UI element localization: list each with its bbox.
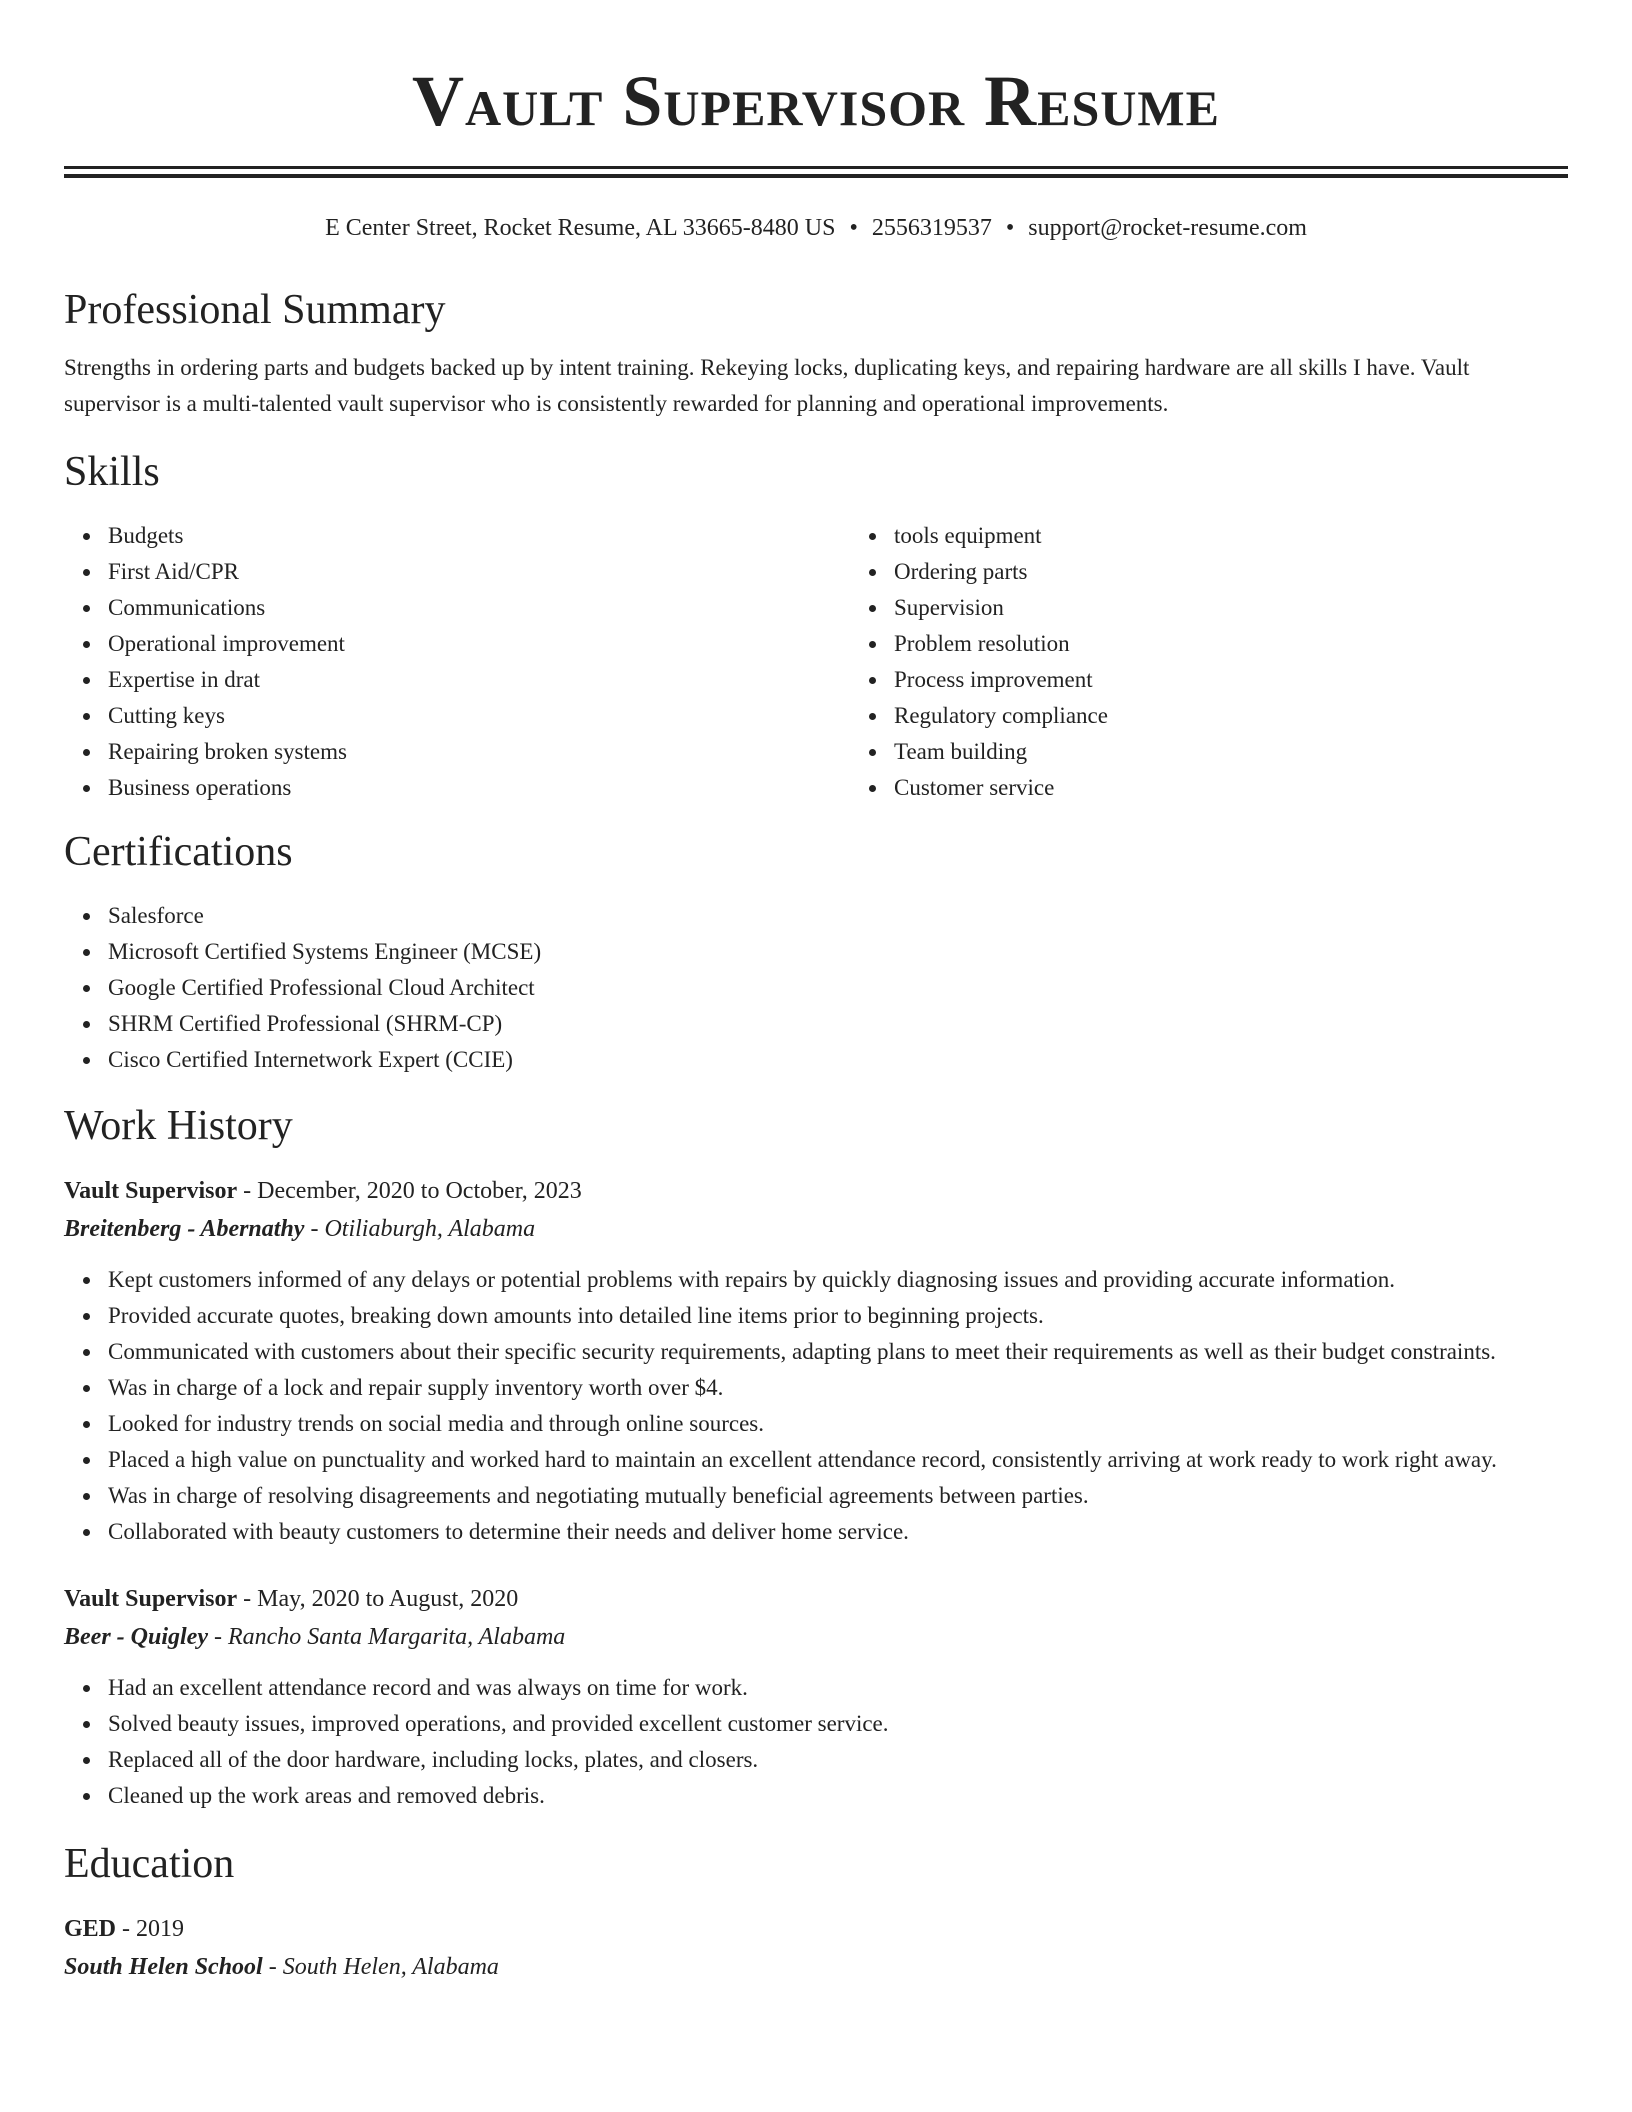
certification-item: Cisco Certified Internetwork Expert (CCIE) <box>108 1042 1568 1078</box>
work-history-heading: Work History <box>64 1103 293 1149</box>
job-duty-item: Solved beauty issues, improved operations, and provided excellent customer service. <box>108 1706 1568 1742</box>
employer-line: Breitenberg - Abernathy - Otiliaburgh, Alabama <box>64 1216 536 1242</box>
job-duty-item: Replaced all of the door hardware, including locks, plates, and closers. <box>108 1742 1568 1778</box>
skill-item: Process improvement <box>894 662 1632 698</box>
job-duty-item: Was in charge of a lock and repair supply inventory worth over $4. <box>108 1370 1568 1406</box>
employer-line: Beer - Quigley - Rancho Santa Margarita, Alabama <box>64 1624 566 1650</box>
job-duty-item: Had an excellent attendance record and was always on time for work. <box>108 1670 1568 1706</box>
resume-title: Vault Supervisor Resume <box>412 61 1220 141</box>
skill-item: Business operations <box>108 770 850 806</box>
certification-item: SHRM Certified Professional (SHRM-CP) <box>108 1006 1568 1042</box>
skill-item: Communications <box>108 590 850 626</box>
skill-item: Customer service <box>894 770 1632 806</box>
school-name: South Helen School <box>64 1954 263 1980</box>
job-title-line: Vault Supervisor - May, 2020 to August, 2020 <box>64 1586 519 1612</box>
skills-list-right <box>850 518 1632 806</box>
skill-item: Supervision <box>894 590 1632 626</box>
skill-item: Expertise in drat <box>108 662 850 698</box>
education-heading: Education <box>64 1841 235 1887</box>
skill-item: Repairing broken systems <box>108 734 850 770</box>
job-duties-list <box>64 1262 1568 1550</box>
job-title: Vault Supervisor <box>64 1178 238 1204</box>
job-title-line: Vault Supervisor - December, 2020 to October, 2023 <box>64 1178 582 1204</box>
skill-item: Regulatory compliance <box>894 698 1632 734</box>
school-line: South Helen School - South Helen, Alabama <box>64 1954 499 1980</box>
certification-item: Google Certified Professional Cloud Architect <box>108 970 1568 1006</box>
skill-item: Cutting keys <box>108 698 850 734</box>
certification-item: Microsoft Certified Systems Engineer (MCSE) <box>108 934 1568 970</box>
job-dates: May, 2020 to August, 2020 <box>257 1586 519 1612</box>
school-location: South Helen, Alabama <box>282 1954 499 1980</box>
skill-item: Operational improvement <box>108 626 850 662</box>
job-entry <box>64 1172 1568 1550</box>
certifications-heading: Certifications <box>64 829 293 875</box>
employer-name: Beer - Quigley <box>64 1624 208 1650</box>
skills-heading: Skills <box>64 449 160 495</box>
job-duty-item: Cleaned up the work areas and removed debris. <box>108 1778 1568 1814</box>
contact-phone: 2556319537 <box>871 215 992 241</box>
certification-item: Salesforce <box>108 898 1568 934</box>
job-duty-item: Communicated with customers about their specific security requirements, adapting plans to meet their requirements as well as their budget constraints. <box>108 1334 1568 1370</box>
skills-list-left <box>64 518 850 806</box>
skills-columns <box>64 518 1568 806</box>
job-title: Vault Supervisor <box>64 1586 238 1612</box>
education-entry <box>64 1910 1568 1986</box>
contact-email: support@rocket-resume.com <box>1028 215 1307 241</box>
job-duty-item: Looked for industry trends on social media and through online sources. <box>108 1406 1568 1442</box>
job-location: Otiliaburgh, Alabama <box>324 1216 536 1242</box>
certifications-list <box>64 898 1568 1078</box>
contact-separator: • <box>1005 215 1015 241</box>
summary-text: Strengths in ordering parts and budgets backed up by intent training. Rekeying locks, duplicating keys, and repairing hardware are all skills I have. Vault supervisor is a multi-talented vault supervisor who is consistently rewarded for planning and operational improvements. <box>64 355 1470 416</box>
skill-item: Problem resolution <box>894 626 1632 662</box>
job-duty-item: Kept customers informed of any delays or potential problems with repairs by quickly diagnosing issues and providing accurate information. <box>108 1262 1568 1298</box>
skill-item: First Aid/CPR <box>108 554 850 590</box>
employer-name: Breitenberg - Abernathy <box>64 1216 305 1242</box>
contact-separator: • <box>849 215 858 241</box>
job-duty-item: Placed a high value on punctuality and worked hard to maintain an excellent attendance record, consistently arriving at work ready to work right away. <box>108 1442 1568 1478</box>
degree-line: GED - 2019 <box>64 1916 185 1942</box>
job-duty-item: Collaborated with beauty customers to determine their needs and deliver home service. <box>108 1514 1568 1550</box>
title-divider <box>64 166 1568 178</box>
contact-line <box>64 212 1568 244</box>
job-entry <box>64 1580 1568 1814</box>
degree-year: 2019 <box>136 1916 185 1942</box>
job-duty-item: Was in charge of resolving disagreements and negotiating mutually beneficial agreements between parties. <box>108 1478 1568 1514</box>
job-duty-item: Provided accurate quotes, breaking down amounts into detailed line items prior to beginning projects. <box>108 1298 1568 1334</box>
degree-name: GED <box>64 1916 117 1942</box>
skill-item: tools equipment <box>894 518 1632 554</box>
skill-item: Ordering parts <box>894 554 1632 590</box>
skill-item: Team building <box>894 734 1632 770</box>
job-duties-list <box>64 1670 1568 1814</box>
summary-heading: Professional Summary <box>64 287 446 333</box>
contact-address: E Center Street, Rocket Resume, AL 33665-8480 US <box>325 215 836 241</box>
job-dates: December, 2020 to October, 2023 <box>257 1178 582 1204</box>
skill-item: Budgets <box>108 518 850 554</box>
job-location: Rancho Santa Margarita, Alabama <box>227 1624 566 1650</box>
